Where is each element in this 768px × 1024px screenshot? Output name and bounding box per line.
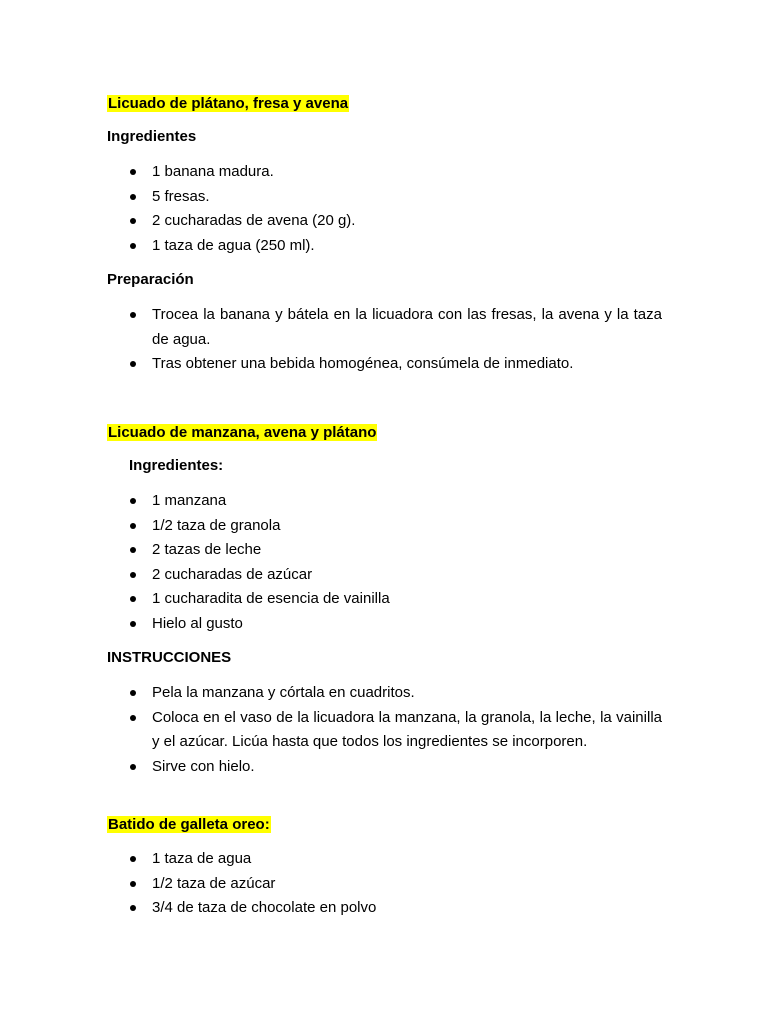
recipe2-title: Licuado de manzana, avena y plátano <box>108 424 377 441</box>
recipe1-ingredients-heading-block <box>107 126 662 148</box>
list-item: 1/2 taza de azúcar <box>107 872 662 897</box>
recipe1-ingredients-list-block <box>107 160 662 258</box>
list-item: 1 taza de agua <box>107 847 662 872</box>
recipe2-instructions-heading-block <box>107 647 662 669</box>
list-item: 1 cucharadita de esencia de vainilla <box>107 587 662 612</box>
list-item: Pela la manzana y córtala en cuadritos. <box>107 681 662 706</box>
list-item: Coloca en el vaso de la licuadora la manzana, la granola, la leche, la vainilla y el azúcar. Licúa hasta que todos los ingredientes se incorporen. <box>107 706 662 755</box>
list-item: 1 taza de agua (250 ml). <box>107 234 662 259</box>
list-item: Hielo al gusto <box>107 612 662 637</box>
recipe2-steps-list <box>107 681 662 779</box>
recipe1-title: Licuado de plátano, fresa y avena <box>108 95 349 112</box>
list-item: 5 fresas. <box>107 185 662 210</box>
recipe1-steps-list <box>107 303 662 377</box>
list-item: 3/4 de taza de chocolate en polvo <box>107 896 662 921</box>
list-item: Trocea la banana y bátela en la licuadora con las fresas, la avena y la taza de agua. <box>107 303 662 352</box>
list-item: 1 manzana <box>107 489 662 514</box>
list-item: 1/2 taza de granola <box>107 514 662 539</box>
recipe2-ingredients-heading-block <box>129 455 684 477</box>
list-item: 1 banana madura. <box>107 160 662 185</box>
list-item: Tras obtener una bebida homogénea, consúmela de inmediato. <box>107 352 662 377</box>
recipe3-ingredients-list-block <box>107 847 662 921</box>
list-item: 2 cucharadas de azúcar <box>107 563 662 588</box>
list-item: 2 tazas de leche <box>107 538 662 563</box>
recipe3-title-block <box>107 814 662 836</box>
list-item: Sirve con hielo. <box>107 755 662 780</box>
list-item: 2 cucharadas de avena (20 g). <box>107 209 662 234</box>
recipe2-steps-list-block <box>107 681 662 779</box>
recipe2-title-block <box>107 422 662 444</box>
recipe2-ingredients-heading: Ingredientes: <box>129 457 224 474</box>
recipe3-title: Batido de galleta oreo: <box>108 816 270 833</box>
recipe1-title-block <box>107 93 662 115</box>
recipe1-ingredients-heading: Ingredientes <box>107 128 197 145</box>
recipe2-ingredients-list <box>107 489 662 636</box>
recipe2-instructions-heading: INSTRUCCIONES <box>107 649 232 666</box>
recipe1-steps-list-block <box>107 303 662 377</box>
recipe3-ingredients-list <box>107 847 662 921</box>
recipe1-preparation-heading: Preparación <box>107 271 194 288</box>
recipe2-ingredients-list-block <box>107 489 662 636</box>
recipe1-preparation-heading-block <box>107 269 662 291</box>
recipe1-ingredients-list <box>107 160 662 258</box>
